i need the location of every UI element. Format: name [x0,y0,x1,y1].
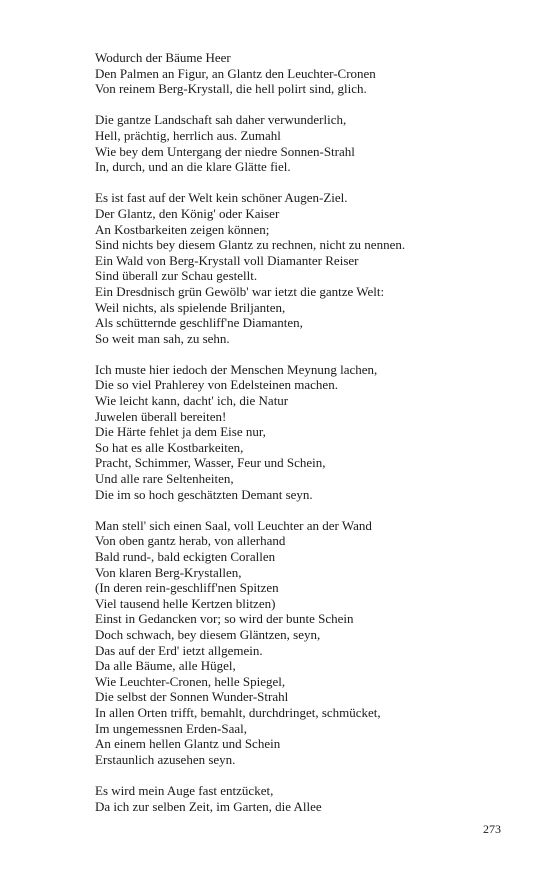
poem-line: Das auf der Erd' ietzt allgemein. [95,642,263,658]
stanza [95,50,515,97]
poem-line: Die im so hoch geschätzten Demant seyn. [95,486,313,502]
stanza [95,518,515,768]
poem-line: Und alle rare Seltenheiten, [95,471,234,487]
poem-line: Von klaren Berg-Krystallen, [95,564,242,580]
poem-line: Den Palmen an Figur, an Glantz den Leuchter-Cronen [95,65,376,81]
poem-line: Wodurch der Bäume Heer [95,50,231,65]
poem-line: Die gantze Landschaft sah daher verwunderlich, [95,112,347,128]
page-number: 273 [483,822,501,836]
poem-line: So weit man sah, zu sehn. [95,330,230,346]
poem-line: Weil nichts, als spielende Briljanten, [95,299,286,315]
stanza [95,783,515,814]
poem-line: Wie Leuchter-Cronen, helle Spiegel, [95,673,286,689]
poem-line: Es wird mein Auge fast entzücket, [95,782,274,798]
poem-line: Hell, prächtig, herrlich aus. Zumahl [95,127,281,143]
poem-line: Die so viel Prahlerey von Edelsteinen machen. [95,377,338,393]
poem-line: Die selbst der Sonnen Wunder-Strahl [95,689,289,705]
poem-line: Wie bey dem Untergang der niedre Sonnen-Strahl [95,143,355,159]
poem-line: Die Härte fehlet ja dem Eise nur, [95,424,266,440]
poem-line: Wie leicht kann, dacht' ich, die Natur [95,393,289,409]
poem-line: Man stell' sich einen Saal, voll Leuchter an der Wand [95,517,372,533]
poem-text [95,50,515,830]
poem-line: Ein Dresdnisch grün Gewölb' war ietzt die gantze Welt: [95,283,385,299]
poem-line: In allen Orten trifft, bemahlt, durchdringet, schmücket, [95,704,381,720]
poem-line: An Kostbarkeiten zeigen können; [95,221,270,237]
poem-line: Sind überall zur Schau gestellt. [95,268,258,284]
stanza [95,362,515,502]
poem-line: Von oben gantz herab, von allerhand [95,533,286,549]
poem-line: In, durch, und an die klare Glätte fiel. [95,159,291,175]
poem-line: So hat es alle Kostbarkeiten, [95,439,244,455]
poem-line: Im ungemessnen Erden-Saal, [95,720,247,736]
poem-line: Erstaunlich azusehen seyn. [95,751,236,767]
poem-line: Als schütternde geschliff'ne Diamanten, [95,315,303,331]
poem-line: Einst in Gedancken vor; so wird der bunte Schein [95,611,354,627]
poem-line: Der Glantz, den König' oder Kaiser [95,205,280,221]
stanza [95,112,515,174]
poem-line: Viel tausend helle Kertzen blitzen) [95,595,276,611]
poem-line: Da alle Bäume, alle Hügel, [95,658,236,674]
poem-line: Doch schwach, bey diesem Gläntzen, seyn, [95,626,321,642]
poem-line: Ich muste hier iedoch der Menschen Meynung lachen, [95,361,378,377]
poem-line: (In deren rein-geschliff'nen Spitzen [95,580,279,596]
poem-line: Ein Wald von Berg-Krystall voll Diamanter Reiser [95,252,359,268]
poem-line: Pracht, Schimmer, Wasser, Feur und Schein, [95,455,326,471]
stanza [95,190,515,346]
poem-line: An einem hellen Glantz und Schein [95,736,281,752]
poem-line: Juwelen überall bereiten! [95,408,227,424]
poem-line: Da ich zur selben Zeit, im Garten, die Allee [95,798,322,814]
poem-line: Bald rund-, bald eckigten Corallen [95,549,276,564]
poem-line: Es ist fast auf der Welt kein schöner Augen-Ziel. [95,190,348,206]
poem-line: Sind nichts bey diesem Glantz zu rechnen, nicht zu nennen. [95,237,406,253]
poem-line: Von reinem Berg-Krystall, die hell polirt sind, glich. [95,81,367,97]
